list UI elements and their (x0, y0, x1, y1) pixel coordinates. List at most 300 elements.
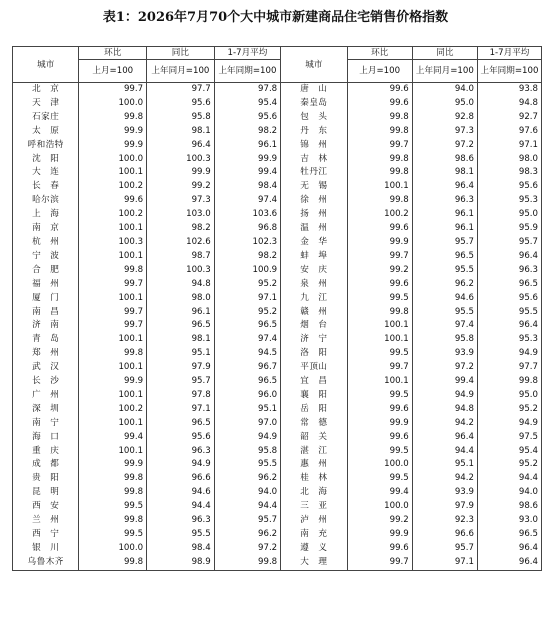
left-mom-cell: 100.1 (79, 292, 147, 306)
left-avg-cell: 95.8 (214, 445, 280, 459)
right-avg-cell: 97.5 (477, 431, 541, 445)
right-city-cell: 锦 州 (281, 139, 347, 153)
right-avg-cell: 95.0 (477, 208, 541, 222)
table-title: 表1：2026年7月70个大中城市新建商品住宅销售价格指数 (102, 10, 449, 25)
table-row (13, 403, 542, 417)
left-mom-cell: 99.8 (79, 264, 147, 278)
right-mom-cell: 100.1 (347, 333, 412, 347)
right-mom-cell: 99.9 (347, 417, 412, 431)
table-row (13, 97, 542, 111)
table-row (13, 333, 542, 347)
right-mom-cell: 99.8 (347, 194, 412, 208)
right-city-cell: 丹 东 (281, 125, 347, 139)
left-city-cell: 长 沙 (13, 375, 79, 389)
left-mom-cell: 100.2 (79, 208, 147, 222)
right-mom-cell: 99.5 (347, 389, 412, 403)
right-city-cell: 平顶山 (281, 361, 347, 375)
left-avg-cell: 94.4 (214, 500, 280, 514)
right-city-cell: 赣 州 (281, 306, 347, 320)
table-row (13, 347, 542, 361)
left-city-cell: 银 川 (13, 542, 79, 556)
right-city-cell: 常 德 (281, 417, 347, 431)
table-row (13, 556, 542, 570)
right-city-cell: 泸 州 (281, 514, 347, 528)
table-row (13, 542, 542, 556)
right-mom-cell: 99.7 (347, 250, 412, 264)
left-yoy-cell: 97.8 (147, 389, 215, 403)
left-mom-cell: 99.9 (79, 139, 147, 153)
right-yoy-cell: 95.5 (412, 264, 477, 278)
left-avg-cell: 96.2 (214, 528, 280, 542)
left-avg-cell: 97.4 (214, 194, 280, 208)
right-mom-cell: 99.6 (347, 222, 412, 236)
left-mom-cell: 100.1 (79, 250, 147, 264)
yoy-header-right: 同比 (412, 47, 477, 60)
left-avg-cell: 95.7 (214, 514, 280, 528)
right-avg-cell: 98.0 (477, 153, 541, 167)
right-yoy-cell: 97.4 (412, 319, 477, 333)
mom-header-left: 环比 (79, 47, 147, 60)
right-yoy-cell: 96.1 (412, 222, 477, 236)
table-row (13, 417, 542, 431)
right-mom-cell: 99.5 (347, 472, 412, 486)
table-row (13, 264, 542, 278)
left-city-cell: 哈尔滨 (13, 194, 79, 208)
right-yoy-cell: 96.1 (412, 208, 477, 222)
left-mom-cell: 99.7 (79, 278, 147, 292)
left-mom-cell: 100.1 (79, 222, 147, 236)
left-yoy-cell: 96.3 (147, 514, 215, 528)
left-yoy-cell: 99.9 (147, 166, 215, 180)
left-city-cell: 西 安 (13, 500, 79, 514)
right-yoy-cell: 94.8 (412, 403, 477, 417)
table-row (13, 319, 542, 333)
left-city-cell: 杭 州 (13, 236, 79, 250)
left-yoy-cell: 96.4 (147, 139, 215, 153)
table-row (13, 472, 542, 486)
right-city-cell: 湛 江 (281, 445, 347, 459)
left-avg-cell: 97.8 (214, 83, 280, 97)
city-header-left: 城市 (13, 47, 79, 83)
right-mom-cell: 99.8 (347, 125, 412, 139)
left-mom-cell: 99.7 (79, 83, 147, 97)
left-yoy-cell: 102.6 (147, 236, 215, 250)
left-avg-cell: 95.2 (214, 306, 280, 320)
right-yoy-cell: 94.0 (412, 83, 477, 97)
right-yoy-cell: 98.6 (412, 153, 477, 167)
left-avg-cell: 99.8 (214, 556, 280, 570)
left-city-cell: 成 都 (13, 458, 79, 472)
left-avg-cell: 95.2 (214, 278, 280, 292)
right-avg-cell: 96.3 (477, 264, 541, 278)
right-yoy-cell: 96.4 (412, 431, 477, 445)
right-yoy-cell: 96.6 (412, 528, 477, 542)
left-mom-cell: 99.6 (79, 194, 147, 208)
header-row-1 (13, 47, 542, 60)
left-yoy-cell: 99.2 (147, 180, 215, 194)
right-yoy-cell: 95.0 (412, 97, 477, 111)
left-avg-cell: 97.4 (214, 333, 280, 347)
right-mom-cell: 99.5 (347, 445, 412, 459)
left-avg-cell: 97.0 (214, 417, 280, 431)
left-avg-cell: 98.4 (214, 180, 280, 194)
left-yoy-cell: 98.1 (147, 125, 215, 139)
left-mom-cell: 100.1 (79, 445, 147, 459)
left-yoy-cell: 95.6 (147, 97, 215, 111)
left-mom-cell: 99.7 (79, 306, 147, 320)
right-city-cell: 扬 州 (281, 208, 347, 222)
right-avg-cell: 95.2 (477, 403, 541, 417)
right-avg-cell: 96.4 (477, 319, 541, 333)
left-mom-cell: 100.2 (79, 403, 147, 417)
right-yoy-cell: 94.9 (412, 389, 477, 403)
left-avg-cell: 97.1 (214, 292, 280, 306)
right-mom-cell: 99.6 (347, 278, 412, 292)
left-city-cell: 海 口 (13, 431, 79, 445)
right-avg-cell: 93.8 (477, 83, 541, 97)
right-avg-cell: 96.5 (477, 528, 541, 542)
right-city-cell: 襄 阳 (281, 389, 347, 403)
right-avg-cell: 95.6 (477, 292, 541, 306)
left-yoy-cell: 97.9 (147, 361, 215, 375)
left-yoy-cell: 94.4 (147, 500, 215, 514)
right-avg-cell: 98.3 (477, 166, 541, 180)
left-avg-cell: 96.5 (214, 375, 280, 389)
right-avg-cell: 95.5 (477, 306, 541, 320)
right-yoy-cell: 92.3 (412, 514, 477, 528)
left-city-cell: 合 肥 (13, 264, 79, 278)
left-yoy-cell: 96.5 (147, 319, 215, 333)
left-city-cell: 天 津 (13, 97, 79, 111)
right-yoy-cell: 95.7 (412, 542, 477, 556)
right-yoy-cell: 99.4 (412, 375, 477, 389)
left-city-cell: 宁 波 (13, 250, 79, 264)
right-city-cell: 包 头 (281, 111, 347, 125)
left-avg-cell: 94.0 (214, 486, 280, 500)
left-city-cell: 青 岛 (13, 333, 79, 347)
right-city-cell: 吉 林 (281, 153, 347, 167)
left-city-cell: 北 京 (13, 83, 79, 97)
table-row (13, 222, 542, 236)
left-yoy-cell: 100.3 (147, 264, 215, 278)
left-avg-cell: 96.5 (214, 319, 280, 333)
table-row (13, 208, 542, 222)
right-avg-cell: 94.8 (477, 97, 541, 111)
left-mom-cell: 99.8 (79, 556, 147, 570)
right-mom-cell: 99.7 (347, 556, 412, 570)
right-yoy-cell: 92.8 (412, 111, 477, 125)
right-city-cell: 温 州 (281, 222, 347, 236)
left-avg-cell: 98.2 (214, 250, 280, 264)
left-city-cell: 昆 明 (13, 486, 79, 500)
right-yoy-cell: 96.4 (412, 180, 477, 194)
right-yoy-cell: 94.2 (412, 472, 477, 486)
right-yoy-cell: 97.9 (412, 500, 477, 514)
left-mom-cell: 100.1 (79, 417, 147, 431)
right-city-cell: 大 理 (281, 556, 347, 570)
right-mom-cell: 99.2 (347, 514, 412, 528)
right-city-cell: 秦皇岛 (281, 97, 347, 111)
left-mom-cell: 99.7 (79, 319, 147, 333)
left-yoy-cell: 95.8 (147, 111, 215, 125)
right-yoy-cell: 94.4 (412, 445, 477, 459)
right-city-cell: 宜 昌 (281, 375, 347, 389)
left-avg-cell: 95.4 (214, 97, 280, 111)
left-yoy-cell: 98.9 (147, 556, 215, 570)
left-mom-cell: 100.1 (79, 361, 147, 375)
right-mom-cell: 99.8 (347, 306, 412, 320)
left-avg-cell: 98.2 (214, 125, 280, 139)
right-city-cell: 三 亚 (281, 500, 347, 514)
left-mom-cell: 100.2 (79, 180, 147, 194)
left-avg-cell: 94.9 (214, 431, 280, 445)
right-avg-cell: 95.2 (477, 458, 541, 472)
left-yoy-cell: 96.1 (147, 306, 215, 320)
left-mom-cell: 99.9 (79, 458, 147, 472)
right-yoy-cell: 97.2 (412, 139, 477, 153)
right-city-cell: 烟 台 (281, 319, 347, 333)
left-city-cell: 沈 阳 (13, 153, 79, 167)
yoy-header-left: 同比 (147, 47, 215, 60)
left-yoy-cell: 94.8 (147, 278, 215, 292)
right-mom-cell: 100.1 (347, 180, 412, 194)
yoy-base-right: 上年同月=100 (412, 60, 477, 83)
left-yoy-cell: 95.1 (147, 347, 215, 361)
left-city-cell: 上 海 (13, 208, 79, 222)
right-mom-cell: 99.8 (347, 153, 412, 167)
left-avg-cell: 95.5 (214, 458, 280, 472)
right-city-cell: 安 庆 (281, 264, 347, 278)
table-row (13, 166, 542, 180)
left-mom-cell: 99.8 (79, 347, 147, 361)
left-yoy-cell: 98.1 (147, 333, 215, 347)
right-avg-cell: 94.0 (477, 486, 541, 500)
right-city-cell: 桂 林 (281, 472, 347, 486)
right-avg-cell: 96.5 (477, 278, 541, 292)
right-city-cell: 南 充 (281, 528, 347, 542)
avg-header-left: 1-7月平均 (214, 47, 280, 60)
right-yoy-cell: 93.9 (412, 486, 477, 500)
left-city-cell: 郑 州 (13, 347, 79, 361)
table-row (13, 458, 542, 472)
right-mom-cell: 100.0 (347, 500, 412, 514)
right-yoy-cell: 95.5 (412, 306, 477, 320)
left-avg-cell: 103.6 (214, 208, 280, 222)
mom-base-right: 上月=100 (347, 60, 412, 83)
table-row (13, 278, 542, 292)
table-row (13, 528, 542, 542)
left-yoy-cell: 95.6 (147, 431, 215, 445)
right-city-cell: 九 江 (281, 292, 347, 306)
right-yoy-cell: 94.6 (412, 292, 477, 306)
right-yoy-cell: 95.7 (412, 236, 477, 250)
right-avg-cell: 97.7 (477, 361, 541, 375)
left-yoy-cell: 103.0 (147, 208, 215, 222)
header-row-2 (13, 60, 542, 83)
left-avg-cell: 100.9 (214, 264, 280, 278)
left-avg-cell: 96.2 (214, 472, 280, 486)
left-city-cell: 南 京 (13, 222, 79, 236)
right-mom-cell: 99.7 (347, 361, 412, 375)
left-mom-cell: 100.3 (79, 236, 147, 250)
right-avg-cell: 95.7 (477, 236, 541, 250)
left-mom-cell: 99.9 (79, 375, 147, 389)
left-avg-cell: 102.3 (214, 236, 280, 250)
right-mom-cell: 99.2 (347, 264, 412, 278)
right-city-cell: 蚌 埠 (281, 250, 347, 264)
left-avg-cell: 95.6 (214, 111, 280, 125)
right-mom-cell: 100.1 (347, 319, 412, 333)
right-city-cell: 金 华 (281, 236, 347, 250)
left-yoy-cell: 96.3 (147, 445, 215, 459)
right-avg-cell: 94.9 (477, 417, 541, 431)
right-avg-cell: 99.8 (477, 375, 541, 389)
right-mom-cell: 99.9 (347, 528, 412, 542)
left-city-cell: 贵 阳 (13, 472, 79, 486)
left-city-cell: 乌鲁木齐 (13, 556, 79, 570)
left-yoy-cell: 97.7 (147, 83, 215, 97)
right-mom-cell: 99.6 (347, 403, 412, 417)
right-avg-cell: 95.3 (477, 333, 541, 347)
left-yoy-cell: 98.0 (147, 292, 215, 306)
left-avg-cell: 99.9 (214, 153, 280, 167)
right-yoy-cell: 95.8 (412, 333, 477, 347)
right-city-cell: 徐 州 (281, 194, 347, 208)
right-avg-cell: 96.4 (477, 556, 541, 570)
left-city-cell: 武 汉 (13, 361, 79, 375)
left-yoy-cell: 94.6 (147, 486, 215, 500)
left-yoy-cell: 96.6 (147, 472, 215, 486)
table-row (13, 431, 542, 445)
left-city-cell: 大 连 (13, 166, 79, 180)
table-row (13, 236, 542, 250)
right-mom-cell: 99.5 (347, 347, 412, 361)
right-yoy-cell: 97.3 (412, 125, 477, 139)
left-mom-cell: 100.0 (79, 97, 147, 111)
left-yoy-cell: 97.1 (147, 403, 215, 417)
table-row (13, 292, 542, 306)
left-avg-cell: 94.5 (214, 347, 280, 361)
left-yoy-cell: 95.7 (147, 375, 215, 389)
table-row (13, 139, 542, 153)
right-mom-cell: 100.2 (347, 208, 412, 222)
left-city-cell: 西 宁 (13, 528, 79, 542)
right-avg-cell: 97.1 (477, 139, 541, 153)
right-mom-cell: 99.6 (347, 83, 412, 97)
right-city-cell: 岳 阳 (281, 403, 347, 417)
table-row (13, 180, 542, 194)
right-yoy-cell: 97.1 (412, 556, 477, 570)
left-mom-cell: 99.8 (79, 486, 147, 500)
left-mom-cell: 100.1 (79, 166, 147, 180)
right-yoy-cell: 98.1 (412, 166, 477, 180)
right-city-cell: 遵 义 (281, 542, 347, 556)
table-row (13, 389, 542, 403)
left-city-cell: 广 州 (13, 389, 79, 403)
table-row (13, 250, 542, 264)
right-city-cell: 韶 关 (281, 431, 347, 445)
table-row (13, 125, 542, 139)
right-city-cell: 洛 阳 (281, 347, 347, 361)
left-yoy-cell: 98.7 (147, 250, 215, 264)
right-avg-cell: 93.0 (477, 514, 541, 528)
yoy-base-left: 上年同月=100 (147, 60, 215, 83)
left-city-cell: 石家庄 (13, 111, 79, 125)
left-yoy-cell: 94.9 (147, 458, 215, 472)
left-avg-cell: 97.2 (214, 542, 280, 556)
left-city-cell: 南 昌 (13, 306, 79, 320)
right-yoy-cell: 95.1 (412, 458, 477, 472)
left-city-cell: 兰 州 (13, 514, 79, 528)
avg-base-right: 上年同期=100 (477, 60, 541, 83)
table-row (13, 306, 542, 320)
table-row (13, 83, 542, 97)
left-avg-cell: 99.4 (214, 166, 280, 180)
right-yoy-cell: 97.2 (412, 361, 477, 375)
table-row (13, 361, 542, 375)
right-mom-cell: 100.0 (347, 458, 412, 472)
left-mom-cell: 99.4 (79, 431, 147, 445)
left-mom-cell: 100.0 (79, 542, 147, 556)
left-city-cell: 福 州 (13, 278, 79, 292)
left-city-cell: 长 春 (13, 180, 79, 194)
table-body (13, 83, 542, 571)
avg-header-right: 1-7月平均 (477, 47, 541, 60)
right-city-cell: 无 锡 (281, 180, 347, 194)
left-yoy-cell: 96.5 (147, 417, 215, 431)
right-mom-cell: 99.6 (347, 542, 412, 556)
right-city-cell: 泉 州 (281, 278, 347, 292)
right-city-cell: 唐 山 (281, 83, 347, 97)
right-mom-cell: 99.5 (347, 292, 412, 306)
table-row (13, 500, 542, 514)
table-row (13, 194, 542, 208)
left-city-cell: 呼和浩特 (13, 139, 79, 153)
left-yoy-cell: 95.5 (147, 528, 215, 542)
right-mom-cell: 99.9 (347, 236, 412, 250)
left-city-cell: 厦 门 (13, 292, 79, 306)
left-mom-cell: 100.1 (79, 389, 147, 403)
left-mom-cell: 99.8 (79, 472, 147, 486)
right-avg-cell: 92.7 (477, 111, 541, 125)
price-index-table (12, 46, 542, 571)
left-mom-cell: 99.5 (79, 500, 147, 514)
left-avg-cell: 96.0 (214, 389, 280, 403)
right-avg-cell: 96.4 (477, 250, 541, 264)
left-yoy-cell: 98.4 (147, 542, 215, 556)
right-yoy-cell: 94.2 (412, 417, 477, 431)
left-yoy-cell: 98.2 (147, 222, 215, 236)
table-row (13, 514, 542, 528)
right-city-cell: 惠 州 (281, 458, 347, 472)
right-city-cell: 济 宁 (281, 333, 347, 347)
table-row (13, 486, 542, 500)
right-city-cell: 牡丹江 (281, 166, 347, 180)
left-avg-cell: 96.1 (214, 139, 280, 153)
city-header-right: 城市 (281, 47, 347, 83)
table-row (13, 153, 542, 167)
mom-header-right: 环比 (347, 47, 412, 60)
left-avg-cell: 95.1 (214, 403, 280, 417)
left-city-cell: 太 原 (13, 125, 79, 139)
left-yoy-cell: 100.3 (147, 153, 215, 167)
right-avg-cell: 95.3 (477, 194, 541, 208)
left-city-cell: 济 南 (13, 319, 79, 333)
right-mom-cell: 99.6 (347, 431, 412, 445)
right-avg-cell: 96.4 (477, 542, 541, 556)
right-mom-cell: 99.8 (347, 111, 412, 125)
right-yoy-cell: 96.3 (412, 194, 477, 208)
